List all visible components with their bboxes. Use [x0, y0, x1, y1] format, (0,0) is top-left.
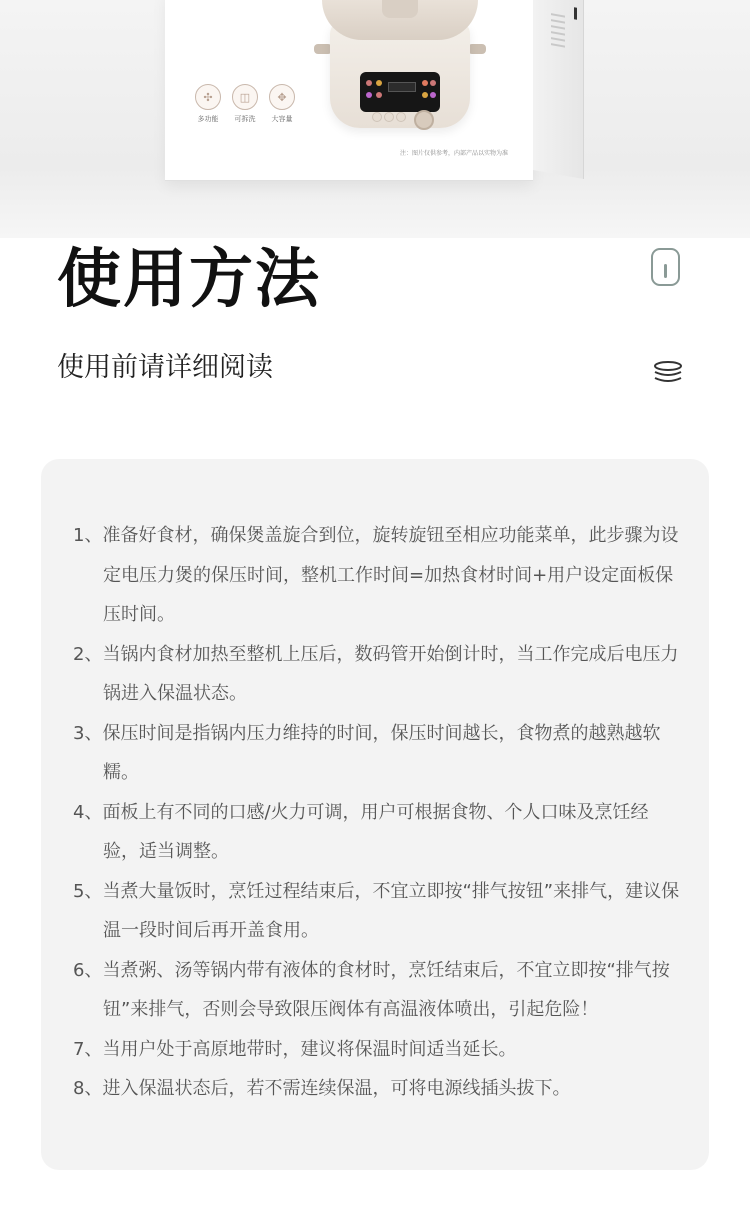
stack-icon [652, 358, 684, 386]
grid-icon: ✣ [195, 84, 221, 110]
list-item: 5、当煮大量饭时，烹饪过程结束后，不宜立即按“排气按钮”来排气，建议保温一段时间后再开盖食用。 [73, 880, 680, 941]
feature-capacity [262, 84, 302, 124]
cooker-button [372, 112, 382, 122]
feature-label: 大容量 [271, 115, 293, 123]
cooker-handle [468, 44, 486, 54]
cooker-button [384, 112, 394, 122]
feature-label: 可拆洗 [234, 115, 256, 123]
page-title: 使用方法 [57, 243, 321, 317]
list-item: 6、当煮粥、汤等锅内带有液体的食材时，烹饪结束后，不宜立即按“排气按钮”来排气，否则会导致限压阀体有高温液体喷出，引起危险！ [73, 959, 670, 1020]
lid-icon [651, 248, 680, 286]
control-panel [360, 72, 440, 112]
list-item: 7、当用户处于高原地带时，建议将保温时间适当延长。 [73, 1038, 517, 1060]
product-box-side [533, 0, 584, 179]
list-item: 1、准备好食材，确保煲盖旋合到位，旋转旋钮至相应功能菜单，此步骤为设定电压力煲的保压时间，整机工作时间=加热食材时间+用户设定面板保压时间。 [73, 525, 679, 625]
feature-multifunction [188, 84, 228, 124]
product-photo [0, 0, 750, 238]
cooker-dial [414, 110, 434, 130]
list-item: 8、进入保温状态后，若不需连续保温，可将电源线插头拔下。 [73, 1078, 571, 1099]
detachable-icon: ◫ [232, 84, 258, 110]
list-item: 4、面板上有不同的口感/火力可调，用户可根据食物、个人口味及烹饪经验，适当调整。 [73, 801, 649, 862]
cooker-button [396, 112, 406, 122]
photo-note: 注：图片仅供参考，内部产品以实物为准 [400, 150, 509, 157]
cooker-valve [382, 0, 418, 18]
page-subtitle: 使用前请详细阅读 [57, 352, 273, 383]
list-item: 3、保压时间是指锅内压力维持的时间，保压时间越长，食物煮的越熟越软糯。 [73, 722, 661, 783]
feature-detachable [225, 84, 265, 124]
instruction-list [73, 516, 683, 1109]
feature-label: 多功能 [197, 115, 219, 123]
capacity-icon: ✥ [269, 84, 295, 110]
list-item: 2、当锅内食材加热至整机上压后，数码管开始倒计时，当工作完成后电压力锅进入保温状态。 [73, 643, 679, 704]
